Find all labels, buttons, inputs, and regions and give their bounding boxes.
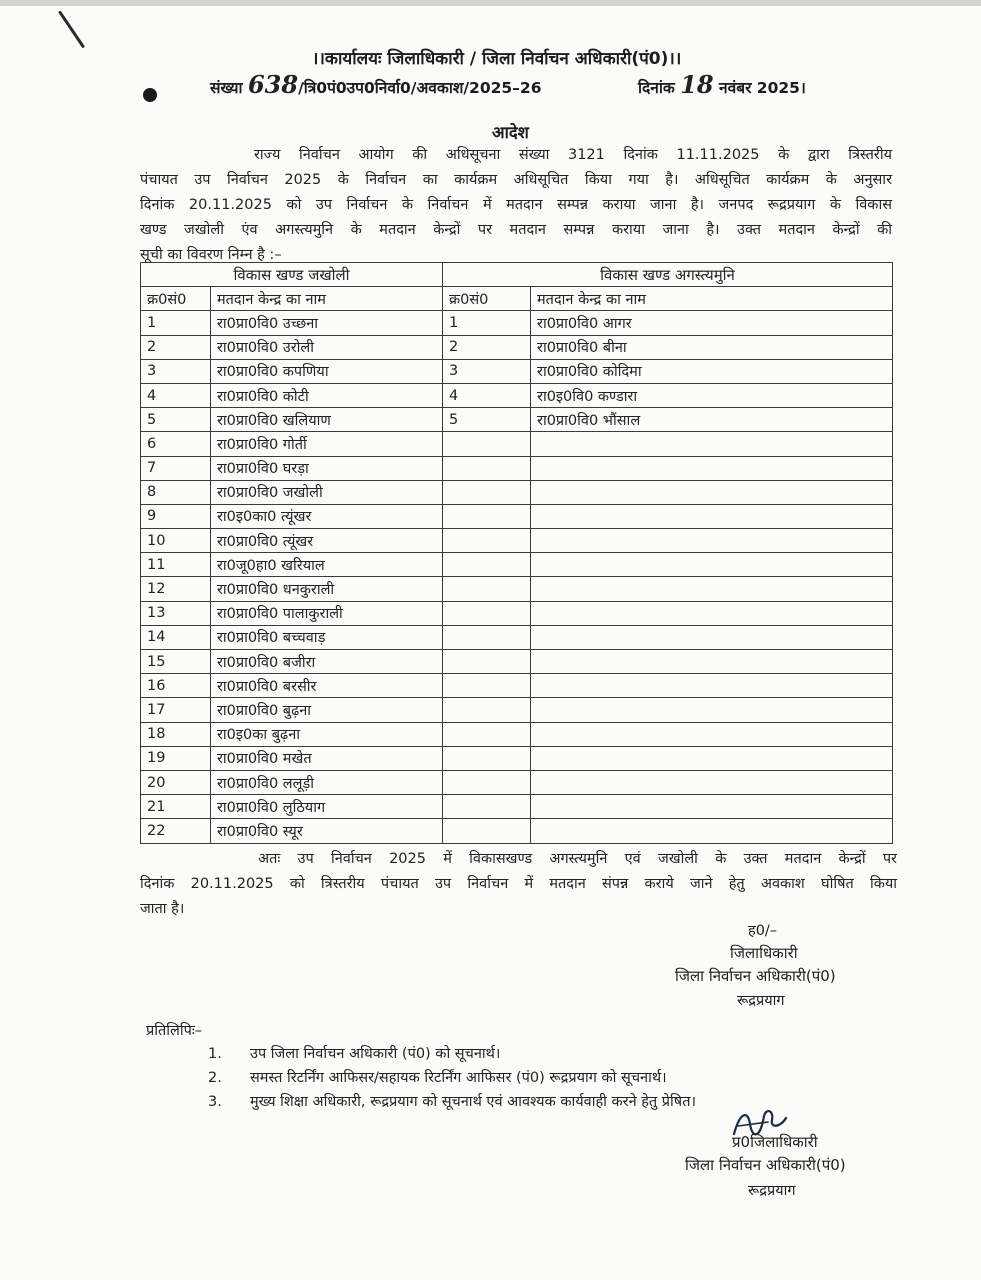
- serial-cell-right: [443, 722, 531, 746]
- copy-item-1: [208, 1043, 500, 1063]
- intro-line-3: दिनांक 20.11.2025 को उप निर्वाचन के निर्वाचन में मतदान सम्पन्न कराया जाना है। जनपद रूद्रप्रयाग के विकास: [140, 197, 892, 213]
- serial-cell-left: 6: [141, 432, 211, 456]
- centre-cell-right: [531, 674, 893, 698]
- centre-cell-right: [531, 795, 893, 819]
- serial-cell-left: 22: [141, 819, 211, 843]
- centre-cell-right: [531, 456, 893, 480]
- centre-cell-right: [531, 601, 893, 625]
- serial-cell-left: 14: [141, 625, 211, 649]
- serial-cell-right: [443, 529, 531, 553]
- serial-cell-left: 9: [141, 504, 211, 528]
- centre-cell-left: रा0प्रा0वि0 लुठियाग: [211, 795, 443, 819]
- table-row: [141, 650, 893, 674]
- centre-cell-left: रा0प्रा0वि0 बुढ़ना: [211, 698, 443, 722]
- table-row: [141, 456, 893, 480]
- serial-cell-left: 3: [141, 359, 211, 383]
- centre-cell-right: [531, 577, 893, 601]
- serial-cell-left: 4: [141, 383, 211, 407]
- centre-cell-right: [531, 770, 893, 794]
- serial-cell-right: [443, 480, 531, 504]
- block-jakholi-header: विकास खण्ड जखोली: [141, 263, 443, 287]
- centre-cell-right: [531, 722, 893, 746]
- centre-cell-left: रा0प्रा0वि0 घरड़ा: [211, 456, 443, 480]
- table-row: [141, 311, 893, 335]
- centre-cell-right: [531, 819, 893, 843]
- serial-cell-right: [443, 819, 531, 843]
- table-row: [141, 335, 893, 359]
- serial-cell-left: 18: [141, 722, 211, 746]
- block-header-row: [141, 263, 893, 287]
- centre-cell-left: रा0प्रा0वि0 त्यूंखर: [211, 529, 443, 553]
- copy-item-number: 1.: [208, 1046, 222, 1062]
- serial-cell-left: 1: [141, 311, 211, 335]
- serial-cell-left: 12: [141, 577, 211, 601]
- copy-item-2: [208, 1067, 667, 1087]
- signatory-place: रूद्रप्रयाग: [737, 993, 785, 1009]
- handwritten-date: 18: [680, 70, 714, 99]
- serial-cell-left: 8: [141, 480, 211, 504]
- centre-cell-left: रा0प्रा0वि0 बजीरा: [211, 650, 443, 674]
- serial-cell-left: 19: [141, 746, 211, 770]
- intro-line-2: पंचायत उप निर्वाचन 2025 के निर्वाचन का कार्यक्रम अधिसूचित किया गया है। अधिसूचित कार्यक्रम के अनुसार: [140, 172, 892, 188]
- intro-paragraph: [140, 143, 892, 268]
- serial-cell-left: 16: [141, 674, 211, 698]
- table-body: [141, 311, 893, 843]
- centre-cell-left: रा0प्रा0वि0 बच्चवाड़: [211, 625, 443, 649]
- block-agastyamuni-header: विकास खण्ड अगस्त्यमुनि: [443, 263, 893, 287]
- centre-cell-right: रा0प्रा0वि0 कोदिमा: [531, 359, 893, 383]
- serial-cell-left: 21: [141, 795, 211, 819]
- order-title: आदेश: [492, 123, 529, 142]
- serial-cell-left: 20: [141, 770, 211, 794]
- serial-cell-right: [443, 650, 531, 674]
- centre-cell-right: [531, 698, 893, 722]
- polling-stations-table: [140, 262, 893, 844]
- table-row: [141, 770, 893, 794]
- copy-item-text: उप जिला निर्वाचन अधिकारी (पं0) को सूचनार्थ।: [250, 1046, 501, 1062]
- serial-cell-right: [443, 432, 531, 456]
- date-suffix: नवंबर 2025।: [719, 79, 806, 97]
- serial-cell-left: 2: [141, 335, 211, 359]
- serial-cell-left: 11: [141, 553, 211, 577]
- centre-cell-left: रा0इ0का बुढ़ना: [211, 722, 443, 746]
- centre-cell-left: रा0प्रा0वि0 कोटी: [211, 383, 443, 407]
- table-row: [141, 504, 893, 528]
- serial-cell-right: [443, 674, 531, 698]
- reference-number: /त्रि0पं0उप0निर्वा0/अवकाश/2025–26: [298, 79, 542, 97]
- centre-cell-right: [531, 432, 893, 456]
- serial-cell-left: 15: [141, 650, 211, 674]
- serial-cell-right: [443, 601, 531, 625]
- copy-label: प्रतिलिपिः–: [146, 1023, 203, 1039]
- serial-cell-left: 13: [141, 601, 211, 625]
- intro-line-5: सूची का विवरण निम्न है :–: [140, 247, 282, 263]
- centre-header-right: मतदान केन्द्र का नाम: [531, 287, 893, 311]
- table-row: [141, 553, 893, 577]
- table-row: [141, 529, 893, 553]
- office-heading: ।।कार्यालयः जिलाधिकारी / जिला निर्वाचन अधिकारी(पं0)।।: [312, 49, 682, 69]
- serial-cell-right: [443, 770, 531, 794]
- closing-line-2: दिनांक 20.11.2025 को त्रिस्तरीय पंचायत उप निर्वाचन में मतदान संपन्न कराये जाने हेतु अवकाश घोषित किया: [140, 876, 897, 892]
- serial-cell-left: 7: [141, 456, 211, 480]
- centre-cell-left: रा0प्रा0वि0 कपणिया: [211, 359, 443, 383]
- table-row: [141, 577, 893, 601]
- copy-item-text: मुख्य शिक्षा अधिकारी, रूद्रप्रयाग को सूचनार्थ एवं आवश्यक कार्यवाही करने हेतु प्रेषित।: [250, 1094, 696, 1110]
- signatory-designation: जिलाधिकारी: [730, 944, 798, 962]
- table-row: [141, 674, 893, 698]
- serial-cell-right: [443, 553, 531, 577]
- centre-cell-left: रा0प्रा0वि0 बरसीर: [211, 674, 443, 698]
- serial-cell-right: [443, 625, 531, 649]
- centre-cell-right: रा0प्रा0वि0 भौंसाल: [531, 408, 893, 432]
- table-row: [141, 432, 893, 456]
- centre-cell-left: रा0प्रा0वि0 धनकुराली: [211, 577, 443, 601]
- serial-cell-right: [443, 698, 531, 722]
- copy-item-number: 2.: [208, 1070, 222, 1086]
- serial-header-left: क्र0सं0: [141, 287, 211, 311]
- serial-cell-right: [443, 746, 531, 770]
- order-number-line: [210, 70, 542, 99]
- date-label: दिनांक: [638, 79, 675, 97]
- copy-item-3: [208, 1091, 696, 1111]
- centre-cell-left: रा0प्रा0वि0 गोर्ती: [211, 432, 443, 456]
- table-row: [141, 480, 893, 504]
- centre-cell-left: रा0प्रा0वि0 उच्छना: [211, 311, 443, 335]
- table-row: [141, 819, 893, 843]
- serial-cell-right: [443, 795, 531, 819]
- number-label: संख्या: [210, 79, 243, 97]
- serial-cell-left: 17: [141, 698, 211, 722]
- second-signatory-designation: प्र0जिलाधिकारी: [732, 1133, 818, 1151]
- centre-cell-right: [531, 625, 893, 649]
- centre-cell-right: [531, 480, 893, 504]
- table-row: [141, 746, 893, 770]
- centre-cell-left: रा0प्रा0वि0 पालाकुराली: [211, 601, 443, 625]
- centre-header-left: मतदान केन्द्र का नाम: [211, 287, 443, 311]
- centre-cell-right: रा0प्रा0वि0 बीना: [531, 335, 893, 359]
- centre-cell-left: रा0प्रा0वि0 खलियाण: [211, 408, 443, 432]
- centre-cell-right: [531, 746, 893, 770]
- serial-cell-right: 4: [443, 383, 531, 407]
- signatory-officer: जिला निर्वाचन अधिकारी(पं0): [675, 967, 836, 985]
- table-row: [141, 722, 893, 746]
- closing-line-3: जाता है।: [140, 901, 185, 917]
- centre-cell-left: रा0इ0का0 त्यूंखर: [211, 504, 443, 528]
- centre-cell-right: [531, 529, 893, 553]
- serial-cell-right: [443, 577, 531, 601]
- serial-cell-left: 10: [141, 529, 211, 553]
- serial-cell-right: [443, 504, 531, 528]
- handwritten-number: 638: [247, 70, 299, 99]
- serial-cell-right: 1: [443, 311, 531, 335]
- serial-cell-right: [443, 456, 531, 480]
- serial-cell-right: 3: [443, 359, 531, 383]
- centre-cell-right: रा0प्रा0वि0 आगर: [531, 311, 893, 335]
- centre-cell-right: रा0इ0वि0 कण्डारा: [531, 383, 893, 407]
- second-signatory-place: रूद्रप्रयाग: [748, 1183, 796, 1199]
- table-row: [141, 795, 893, 819]
- serial-cell-right: 5: [443, 408, 531, 432]
- intro-line-4: खण्ड जखोली एंव अगस्त्यमुनि के मतदान केन्द्रों पर मतदान सम्पन्न कराया जाना है। उक्त मतदान केन्द्रों की: [140, 222, 892, 238]
- centre-cell-left: रा0प्रा0वि0 ललूड़ी: [211, 770, 443, 794]
- punch-hole-mark: [143, 88, 157, 102]
- serial-cell-left: 5: [141, 408, 211, 432]
- centre-cell-left: रा0प्रा0वि0 स्यूर: [211, 819, 443, 843]
- column-header-row: [141, 287, 893, 311]
- closing-paragraph: [140, 847, 897, 922]
- closing-line-1: अतः उप निर्वाचन 2025 में विकासखण्ड अगस्त्यमुनि एवं जखोली के उक्त मतदान केन्द्रों पर: [258, 851, 897, 867]
- centre-cell-left: रा0प्रा0वि0 जखोली: [211, 480, 443, 504]
- intro-line-1: राज्य निर्वाचन आयोग की अधिसूचना संख्या 3121 दिनांक 11.11.2025 के द्वारा त्रिस्तरीय: [254, 147, 892, 163]
- table-row: [141, 408, 893, 432]
- centre-cell-right: [531, 650, 893, 674]
- centre-cell-left: रा0प्रा0वि0 मखेत: [211, 746, 443, 770]
- table-row: [141, 601, 893, 625]
- second-signatory-officer: जिला निर्वाचन अधिकारी(पं0): [685, 1156, 846, 1174]
- serial-cell-right: 2: [443, 335, 531, 359]
- signed-mark: ह0/–: [748, 923, 778, 939]
- table-row: [141, 698, 893, 722]
- table-row: [141, 383, 893, 407]
- order-date-line: [638, 70, 806, 99]
- table-row: [141, 359, 893, 383]
- centre-cell-right: [531, 504, 893, 528]
- centre-cell-left: रा0जू0हा0 खरियाल: [211, 553, 443, 577]
- table-row: [141, 625, 893, 649]
- centre-cell-right: [531, 553, 893, 577]
- serial-header-right: क्र0सं0: [443, 287, 531, 311]
- centre-cell-left: रा0प्रा0वि0 उरोली: [211, 335, 443, 359]
- copy-item-number: 3.: [208, 1094, 222, 1110]
- copy-item-text: समस्त रिटर्निंग आफिसर/सहायक रिटर्निंग आफिसर (पं0) रूद्रप्रयाग को सूचनार्थ।: [250, 1070, 667, 1086]
